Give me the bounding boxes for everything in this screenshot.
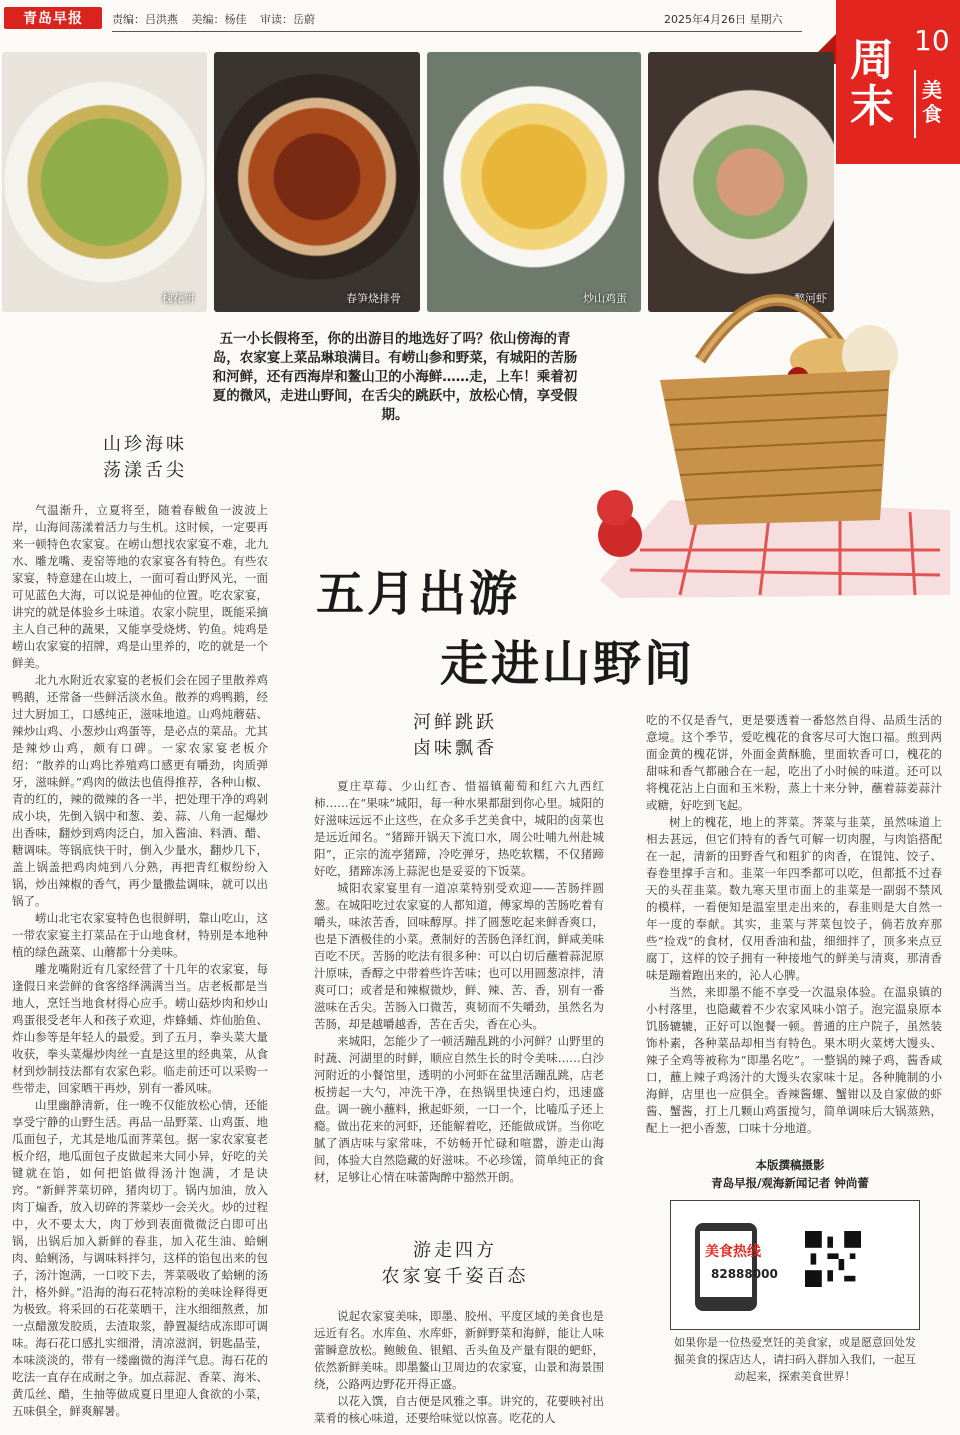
photo-caption: 炒山鸡蛋 — [583, 292, 627, 305]
picnic-basket-illustration — [580, 250, 960, 600]
paragraph: 气温渐升，立夏将至，随着春鲅鱼一波波上岸，山海间荡漾着活力与生机。这时候，一定要再来一顿特色农家宴。在崂山想找农家宴不难，北九水、雕龙嘴、麦窑等地的农家宴各有特色。有些农家宴，特意建在山坡上，一面可看山野风光，一面可见蓝色大海，可以说是神仙的位置。吃农家宴，讲究的就是体验乡土味道。农家小院里，既能采摘主人自己种的蔬果，又能享受烧烤、钓鱼。炖鸡是崂山农家宴的招牌，鸡是山里养的，吃的就是一个鲜美。 — [12, 503, 268, 670]
reader-invitation: 如果你是一位热爱烹饪的美食家，或是愿意回处发掘美食的探店达人，请扫码入群加入我们，一起互动起来，探索美食世界！ — [674, 1336, 916, 1383]
hotline-title: 美食热线 — [705, 1244, 761, 1260]
paragraph: 说起农家宴美味，即墨、胶州、平度区域的美食也是远近有名。水库鱼、水库虾，新鲜野菜和海鲜，能让人味蕾瞬意放松。鲍鲅鱼、银鲳、舌头鱼及产量有限的蚆虾，依然新鲜美味。即墨鳌山卫周边的农家宴，山景和海景围绕，公路两边野花开得正盛。 — [314, 1309, 604, 1391]
column-2 — [314, 778, 604, 1230]
byline — [660, 1156, 920, 1192]
subhead-line: 卤味飘香 — [413, 738, 497, 759]
byline-line: 本版撰稿摄影 — [755, 1158, 825, 1172]
hotline-number: 82888000 — [711, 1267, 778, 1281]
proofreader-credit: 审读：岳蔚 — [260, 13, 315, 26]
photo-locust-pancake — [2, 52, 207, 312]
paragraph: 夏庄草莓、少山红杏、惜福镇葡萄和红六九西红柿……在“果味”城阳，每一种水果都甜到你心里。城阳的好滋味远远不止这些，在众多手艺美食中，城阳的卤菜也是远近闻名。“猪蹄开锅天下流口水，周公吐哺九州赴城阳”，正宗的流亭猪蹄，冷吃弹牙，热吃软糯，不仅猪蹄好吃，猪蹄冻汤上蒜泥也是妥妥的下饭菜。 — [314, 779, 604, 878]
intro-lead: 五一小长假将至，你的出游目的地选好了吗？依山傍海的青岛，农家宴上菜品琳琅满目。有崂山参和野菜，有城阳的苦肠和河鲜，还有西海岸和鳌山卫的小海鲜……走，上车！乘着初夏的微风，走进山野间，在舌尖的跳跃中，放松心情，享受假期。 — [212, 331, 578, 423]
paragraph: 北九水附近农家宴的老板们会在园子里散养鸡鸭鹅，还常备一些鲜活淡水鱼。散养的鸡鸭鹅，经过大厨加工，口感纯正，滋味地道。山鸡炖蘑菇、辣炒山鸡、小葱炒山鸡蛋等，是必点的菜品。尤其是辣炒山鸡，颇有口碑。一家农家宴老板介绍：“散养的山鸡比养殖鸡口感更有嚼劲，肉质弹牙，滋味鲜。”鸡肉的做法也值得推荐，各种山椒、青的红的，辣的微辣的各一半，把处理干净的鸡剁成小块，先倒入锅中和葱、姜、蒜、八角一起爆炒出香味，翻炒到鸡肉泛白，加入酱油、料酒、醋、糖调味。等锅底快干时，倒入少量水，翻炒几下，盖上锅盖把鸡肉炖到八分熟，再把青红椒纷纷入锅，炒出辣椒的香气，再少量撒盐调味，就可以出锅了。 — [12, 673, 268, 908]
paragraph: 树上的槐花，地上的荠菜。荠菜与韭菜，虽然味道上相去甚远，但它们特有的香气可解一切肉腥，与肉馅搭配在一起，清新的田野香气和粗犷的肉香，在馄饨、饺子、春卷里撑手言和。韭菜一年四季都可以吃，但都抵不过春天的头茬韭菜。数九寒天里市面上的韭菜是一副弱不禁风的模样，一看便知是温室里走出来的，春韭则是大自然一年一度的奉献。其实，韭菜与荠菜包饺子，倘若放弃那些“捡戏”的食材，仅用香油和盐，细细拌了，顶多来点豆腐丁，这样的饺子拥有一种接地气的鲜美与清爽，那清香味是蹦着跑出来的，沁人心脾。 — [646, 815, 942, 982]
subhead-mountain-sea — [85, 432, 205, 484]
subhead-line: 游走四方 — [413, 1240, 497, 1261]
photo-caption: 槐花饼 — [162, 292, 195, 305]
subhead-travel — [365, 1238, 545, 1290]
designer-credit: 美编：杨佳 — [191, 13, 247, 26]
headline-line-2: 走进山野间 — [440, 636, 696, 692]
page-number: 10 — [914, 24, 950, 57]
subhead-line: 河鲜跳跃 — [413, 712, 497, 733]
paragraph: 来城阳，怎能少了一顿活蹦乱跳的小河鲜？山野里的时蔬、河湖里的时鲜，顺应自然生长的时令美味……白沙河附近的小餐馆里，透明的小河虾在盆里活蹦乱跳，店老板捞起一大勺，冲洗干净，在热锅里快速白灼，迅速盛盘。调一碗小蘸料，揪起虾须，一口一个，比嗑瓜子还上瘾。做出花来的河虾，还能解着吃，还能做成饼。当你吃腻了酒店味与家常味，不妨畅开忙碌和喧嚣，游走山海间，体验大自然隐藏的好滋味。不必珍馐，简单纯正的食材，足够让心情在味蕾陶醉中豁然开朗。 — [314, 1034, 604, 1184]
section-name: 美食 — [922, 78, 942, 126]
paragraph: 崂山北宅农家宴特色也很鲜明，靠山吃山，这一带农家宴主打菜品在于山地食材，特别是本地种植的绿色蔬菜、山蘑都十分美味。 — [12, 911, 268, 959]
qr-code-icon[interactable] — [805, 1231, 861, 1287]
paragraph: 雕龙嘴附近有几家经营了十几年的农家宴，每逢假日来尝鲜的食客络绎满满当当。店老板都是当地人，烹饪当地食材得心应手。崂山菇炒肉和炒山鸡蛋很受老年人和孩子欢迎，炸蜂蛹、炸仙胎鱼、炸山参等是年轻人的最爱。到了五月，拳头菜大量收获，拳头菜爆炒肉丝一直是这里的经典菜，从食材到炒制技法都有农家色彩。临走前还可以采购一些带走，回家晒干再炒，别有一番风味。 — [12, 962, 268, 1095]
section-badge — [836, 0, 960, 164]
photo-ribs-bamboo — [214, 52, 420, 312]
photo-caption: 春笋烧排骨 — [346, 292, 401, 305]
column-1 — [12, 502, 268, 1432]
subhead-line: 荡漾舌尖 — [103, 460, 187, 481]
credits — [112, 11, 325, 27]
badge-divider — [914, 70, 916, 138]
paragraph: 吃的不仅是香气，更是要透着一番悠然自得、品质生活的意境。这个季节，爱吃槐花的食客尽可大饱口福。煎到两面金黄的槐花饼，外面金黄酥脆，里面软香可口，槐花的甜味和香气都融合在一起，吃出了小时候的味道。还可以将槐花沾上白面和玉米粉，蒸上十来分钟，蘸着蒜姜蒜汁或糖，好吃到飞起。 — [646, 713, 942, 812]
subhead-line: 农家宴千姿百态 — [381, 1266, 529, 1287]
paragraph: 以花入馔，自古便是风雅之事。讲究的，花要映衬出菜肴的核心味道，还要给味觉以惊喜。吃花的人 — [314, 1394, 604, 1425]
editor-credit: 责编：吕洪燕 — [112, 13, 178, 26]
column-3 — [646, 712, 942, 1148]
subhead-river-fresh — [395, 710, 515, 762]
photo-caption: 醉河虾 — [794, 292, 827, 305]
newspaper-logo: 青岛早报 — [4, 7, 102, 29]
issue-date: 2025年4月26日 星期六 — [664, 13, 783, 26]
subhead-line: 山珍海味 — [103, 434, 187, 455]
header-rule — [112, 31, 802, 32]
byline-line: 青岛早报/观海新闻记者 钟尚蕾 — [711, 1176, 869, 1190]
page-header — [0, 0, 960, 34]
headline-line-1: 五月出游 — [316, 566, 521, 622]
paragraph: 城阳农家宴里有一道凉菜特别受欢迎——苦肠拌圆葱。在城阳吃过农家宴的人都知道，傅家埠的苦肠吃着有嚼头，味浓苦香，回味醇厚。拌了圆葱吃起来鲜香爽口，也是下酒极佳的小菜。煮制好的苦肠色泽红润，鲜咸美味百吃不厌。苦肠的吃法有很多种：可以白切后蘸着蒜泥原汁原味，香醇之中带着些许苦味；也可以用圆葱凉拌，清爽可口；或者是和辣椒微炒，鲜、辣、苦、香，别有一番滋味在舌尖。苦肠入口微苦，爽韧而不失嚼劲，虽然名为苦肠，却是越嚼越香，苦在舌尖，香在心头。 — [314, 881, 604, 1031]
paragraph: 山里幽静清新，住一晚不仅能放松心情，还能享受宁静的山野生活。再品一品野菜、山鸡蛋、地瓜面包子，尤其是地瓜面荠菜包。据一家农家宴老板介绍，地瓜面包子皮做起来大同小异，好吃的关键就在馅，如何把馅做得汤汁饱满，才是诀窍。“新鲜荠菜切碎，猪肉切丁。锅内加油，放入肉丁煸香，放入切碎的荠菜炒一会关火。炒的过程中，火不要太大，肉丁炒到表面微微泛白即可出锅，出锅后加入新鲜的春韭，加入花生油、蛤蜊肉、蛤蜊汤，与调味料拌匀，这样的馅包出来的包子，汤汁饱满，一口咬下去，荠菜吸收了蛤蜊的汤汁，格外鲜。”沿海的海石花特凉粉的美味诠释得更为极致。将采回的石花菜晒干，注水细细熬煮，加一点醋激发胶质，去渣取浆，静置凝结成冻即可调味。海石花口感扎实细滑，清凉滋润，钥匙晶莹，本味淡淡的，带有一缕幽微的海洋气息。海石花的吃法一直存在成耐之争。加点蒜泥、香菜、海米、黄瓜丝、醋，生抽等做成夏日里迎人食欲的小菜，五味俱全，鲜爽解暑。 — [12, 1098, 268, 1418]
column-2-bottom — [314, 1308, 604, 1428]
food-hotline-box — [670, 1200, 920, 1330]
paragraph: 当然，来即墨不能不享受一次温泉体验。在温泉镇的小村落里，也隐藏着不少农家风味小馆子。泡完温泉原本饥肠辘辘，正好可以饱餐一顿。普通的庄户院子，虽然装饰朴素，各种菜品却相当有特色。果木明火菜烤大馒头、辣子全鸡等被称为“即墨名吃”。一整锅的辣子鸡，酱香咸口，蘸上辣子鸡汤汁的大馒头农家味十足。各种腌制的小海鲜，店里也一应俱全。香辣酱螺、蟹钳以及自家做的虾酱、蟹酱，打上几颗山鸡蛋搅匀，简单调味后大锅蒸熟，配上一把小香葱，口味十分地道。 — [646, 985, 942, 1135]
section-big-title: 周末 — [850, 35, 894, 132]
